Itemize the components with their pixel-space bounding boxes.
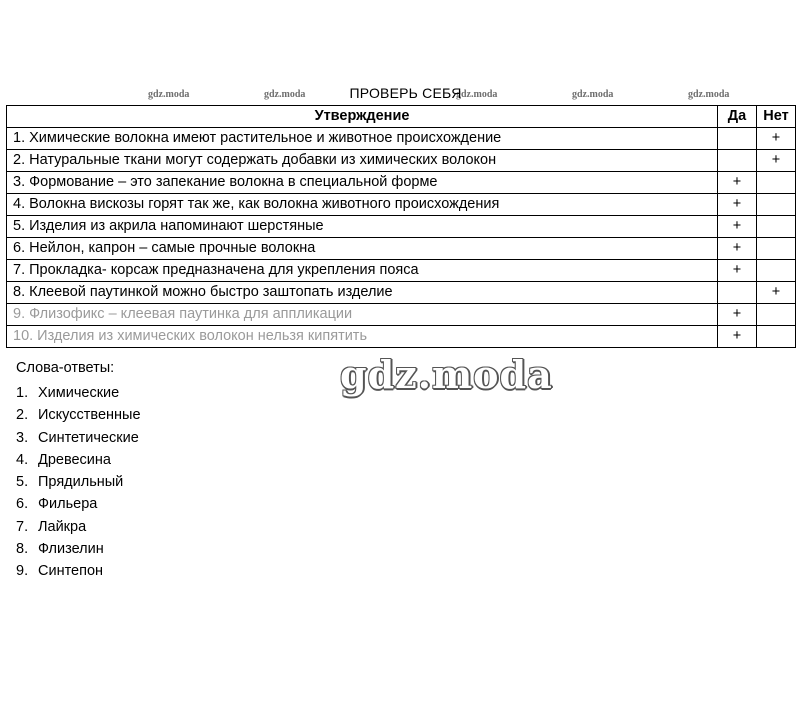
list-item [16,382,141,404]
header-yes: Да [718,106,757,128]
item-number: 8. [16,541,29,558]
statement-cell: 6. Нейлон, капрон – самые прочные волокна [7,238,718,260]
yes-cell: + [718,238,757,260]
no-cell: + [757,128,796,150]
item-word: Искусственные [38,407,141,424]
item-word: Фильера [38,496,98,513]
table-row [7,326,796,348]
item-word: Синтепон [38,563,104,580]
item-number: 1. [16,385,29,401]
statement-cell: 1. Химические волокна имеют растительное и животное происхождение [7,128,718,150]
no-cell [757,172,796,194]
list-item [16,560,141,582]
answers-list [16,382,141,583]
item-number: 4. [16,451,29,468]
header-statement: Утверждение [7,106,718,128]
answers-title: Слова-ответы: [16,360,115,376]
table-row [7,172,796,194]
yes-cell: + [718,326,757,348]
no-cell [757,260,796,282]
table-row [7,128,796,150]
item-number: 3. [16,429,29,446]
item-number: 2. [16,407,29,424]
statement-cell: 7. Прокладка- корсаж предназначена для укрепления пояса [7,260,718,282]
page-title: ПРОВЕРЬ СЕБЯ [349,85,462,101]
item-number: 5. [16,474,29,491]
table-row [7,194,796,216]
list-item [16,404,141,426]
no-cell: + [757,282,796,304]
list-item [16,427,141,449]
yes-cell: + [718,172,757,194]
item-word: Химические [38,385,120,401]
watermark: gdz.moda [688,89,730,100]
yes-cell [718,282,757,304]
watermark: gdz.moda [148,89,190,100]
item-word: Синтетические [38,429,139,446]
statement-cell: 4. Волокна вискозы горят так же, как волокна животного происхождения [7,194,718,216]
yes-cell [718,150,757,172]
no-cell [757,238,796,260]
list-item [16,493,141,515]
item-number: 6. [16,496,29,513]
item-word: Древесина [38,451,111,468]
header-no: Нет [757,106,796,128]
table-row [7,150,796,172]
statement-cell: 10. Изделия из химических волокон нельзя кипятить [7,326,718,348]
yes-cell: + [718,216,757,238]
item-word: Лайкра [38,518,87,535]
statement-cell: 3. Формование – это запекание волокна в специальной форме [7,172,718,194]
no-cell [757,326,796,348]
list-item [16,471,141,493]
item-number: 9. [16,563,29,580]
yes-cell: + [718,304,757,326]
statement-cell: 9. Флизофикс – клеевая паутинка для аппликации [7,304,718,326]
no-cell [757,304,796,326]
no-cell [757,216,796,238]
watermark: gdz.moda [572,89,614,100]
watermark-logo: gdz.moda [340,352,553,397]
list-item [16,449,141,471]
item-word: Флизелин [38,541,104,558]
watermark: gdz.moda [264,89,306,100]
item-word: Прядильный [38,474,124,491]
table-row [7,216,796,238]
table-row [7,260,796,282]
no-cell [757,194,796,216]
yes-cell [718,128,757,150]
list-item [16,538,141,560]
table-header-row [7,106,796,128]
quiz-table [6,105,796,348]
item-number: 7. [16,518,29,535]
yes-cell: + [718,260,757,282]
no-cell: + [757,150,796,172]
yes-cell: + [718,194,757,216]
table-row [7,282,796,304]
watermark: gdz.moda [456,89,498,100]
list-item [16,516,141,538]
statement-cell: 5. Изделия из акрила напоминают шерстяные [7,216,718,238]
table-row [7,304,796,326]
statement-cell: 2. Натуральные ткани могут содержать добавки из химических волокон [7,150,718,172]
table-row [7,238,796,260]
statement-cell: 8. Клеевой паутинкой можно быстро заштопать изделие [7,282,718,304]
